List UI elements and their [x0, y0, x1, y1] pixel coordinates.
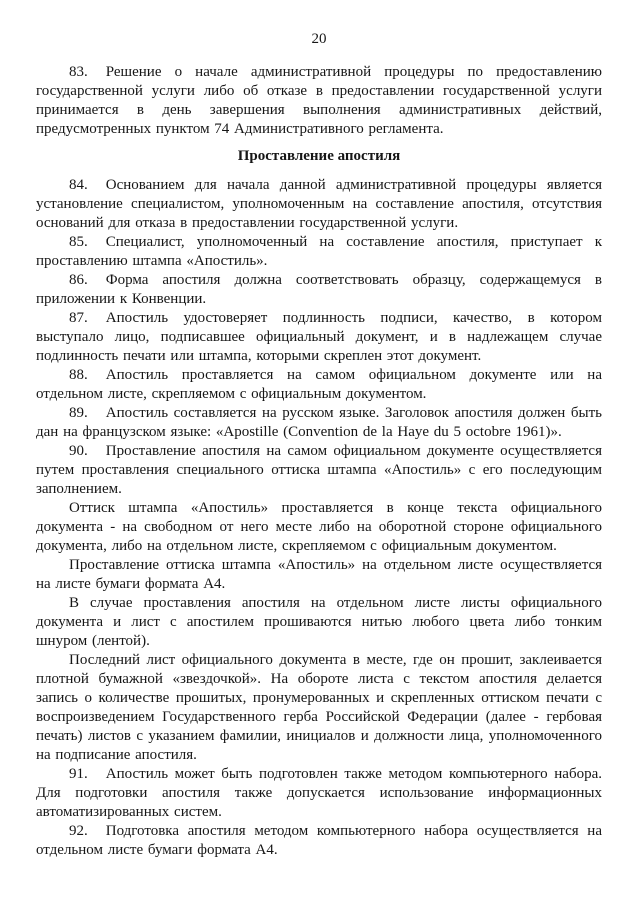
paragraph-83-text: Решение о начале административной процедуры по предоставлению государственной услуги либо об отказе в предоставлении государственной услуги принимается в день завершения выполнения административных действий, предусмотренных пунктом 74 Административного регламента.: [36, 64, 602, 137]
paragraph-88: [36, 366, 602, 404]
paragraph-83-number: 83.: [69, 64, 88, 80]
paragraph-88-text: Апостиль проставляется на самом официальном документе или на отдельном листе, скрепляемом с официальным документом.: [36, 367, 602, 402]
paragraph-89-number: 89.: [69, 405, 88, 421]
paragraph-85-number: 85.: [69, 234, 88, 250]
paragraph-84-text: Основанием для начала данной административной процедуры является установление специалистом, уполномоченным на составление апостиля, отсутствия оснований для отказа в предоставлении государственной услуги.: [36, 177, 602, 231]
paragraph-90: [36, 442, 602, 499]
paragraph-90-continuation-4-text: Последний лист официального документа в месте, где он прошит, заклеивается плотной бумажной «звездочкой». На обороте листа с текстом апостиля делается запись о количестве прошитых, пронумерованных и скрепленных оттиском печати с воспроизведением Государственного герба Российской Федерации (далее - гербовая печать) листов с указанием фамилии, инициалов и должности лица, уполномоченного на подписание апостиля.: [36, 652, 602, 763]
paragraph-92-number: 92.: [69, 823, 88, 839]
section-heading: Проставление апостиля: [237, 148, 401, 164]
paragraph-84-number: 84.: [69, 177, 88, 193]
paragraph-90-continuation-1-text: Оттиск штампа «Апостиль» проставляется в конце текста официального документа - на свободном от него месте либо на оборотной стороне официального документа, либо на отдельном листе, скрепляемом с официальным документом.: [36, 500, 602, 554]
page-content: [36, 30, 602, 860]
paragraph-90-continuation-1: [36, 499, 602, 556]
paragraph-85: [36, 233, 602, 271]
paragraph-87-number: 87.: [69, 310, 88, 326]
paragraph-88-number: 88.: [69, 367, 88, 383]
paragraph-90-continuation-2: [36, 556, 602, 594]
paragraph-86-text: Форма апостиля должна соответствовать образцу, содержащемуся в приложении к Конвенции.: [36, 272, 602, 307]
page-number: 20: [311, 31, 327, 47]
paragraph-83: [36, 63, 602, 139]
paragraph-92-text: Подготовка апостиля методом компьютерного набора осуществляется на отдельном листе бумаги формата А4.: [36, 823, 602, 858]
paragraph-91: [36, 765, 602, 822]
paragraph-90-text: Проставление апостиля на самом официальном документе осуществляется путем проставления специального оттиска штампа «Апостиль» с его последующим заполнением.: [36, 443, 602, 497]
paragraph-91-text: Апостиль может быть подготовлен также методом компьютерного набора. Для подготовки апостиля также допускается использование информационных автоматизированных систем.: [36, 766, 602, 820]
paragraph-92: [36, 822, 602, 860]
paragraph-90-continuation-4: [36, 651, 602, 765]
paragraph-84: [36, 176, 602, 233]
paragraph-90-continuation-3: [36, 594, 602, 651]
paragraph-90-continuation-3-text: В случае проставления апостиля на отдельном листе листы официального документа и лист с апостилем прошиваются нитью любого цвета либо тонким шнуром (лентой).: [36, 595, 602, 649]
paragraph-86-number: 86.: [69, 272, 88, 288]
paragraph-89: [36, 404, 602, 442]
paragraph-86: [36, 271, 602, 309]
paragraph-85-text: Специалист, уполномоченный на составление апостиля, приступает к проставлению штампа «Апостиль».: [36, 234, 602, 269]
paragraph-87-text: Апостиль удостоверяет подлинность подписи, качество, в котором выступало лицо, подписавшее официальный документ, и в надлежащем случае подлинность печати или штампа, которыми скреплен этот документ.: [36, 310, 602, 364]
paragraph-89-text: Апостиль составляется на русском языке. Заголовок апостиля должен быть дан на французском языке: «Apostille (Convention de la Haye du 5 octobre 1961)».: [36, 405, 602, 440]
paragraph-91-number: 91.: [69, 766, 88, 782]
paragraph-90-continuation-2-text: Проставление оттиска штампа «Апостиль» на отдельном листе осуществляется на листе бумаги формата А4.: [36, 557, 602, 592]
paragraph-87: [36, 309, 602, 366]
paragraph-90-number: 90.: [69, 443, 88, 459]
